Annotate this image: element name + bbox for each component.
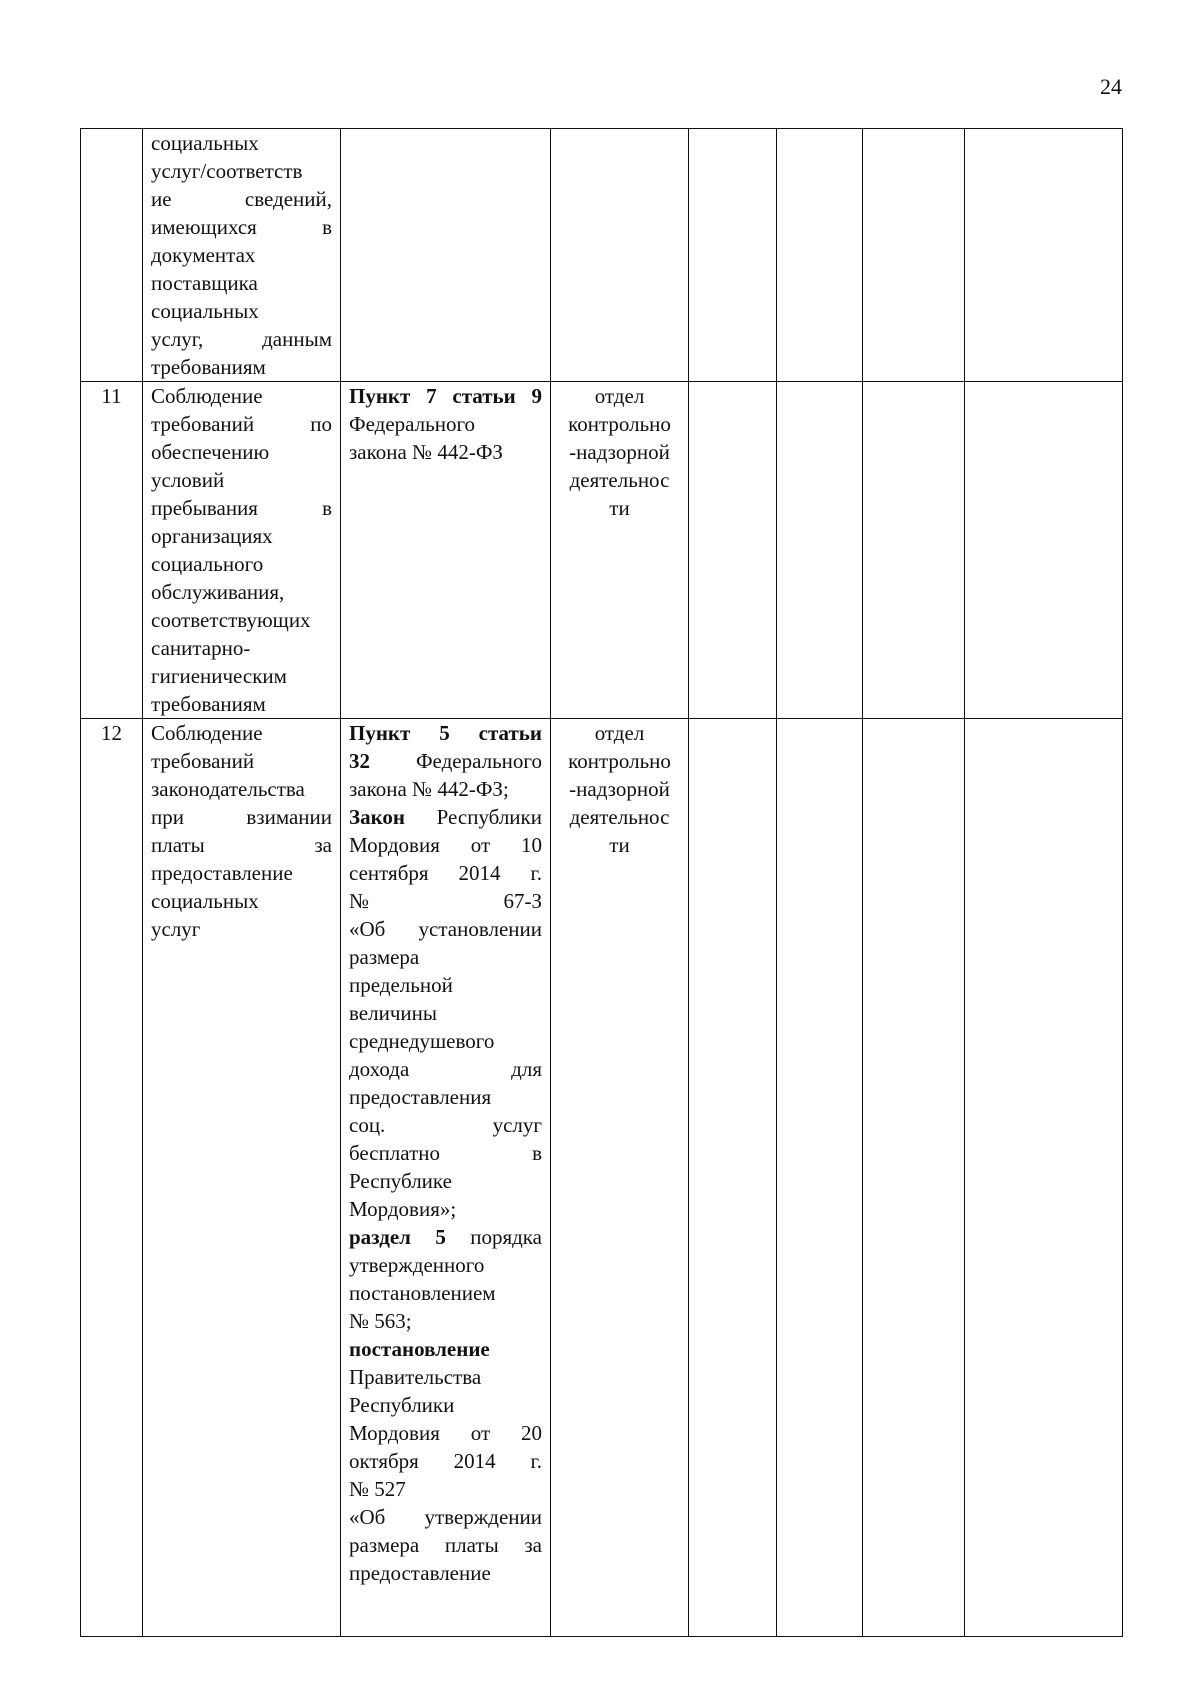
legal-basis-text: размера платы за [349, 1533, 542, 1557]
empty-cell [689, 129, 777, 382]
requirement-line: предоставление [151, 861, 293, 885]
legal-basis-line [349, 1223, 542, 1251]
requirement-line: социального [151, 552, 264, 576]
requirement-line: социальных [151, 889, 259, 913]
legal-basis-line [349, 1167, 542, 1195]
empty-cell [777, 719, 863, 1637]
requirement-line: организациях [151, 524, 273, 548]
requirement-cell [143, 382, 341, 719]
legal-basis-text: Республики [349, 1393, 455, 1417]
legal-basis-line [349, 1251, 542, 1279]
legal-basis-line [349, 1307, 542, 1335]
row-number-cell [81, 719, 143, 1637]
legal-basis-bold: Пункт 5 статьи [349, 721, 542, 745]
legal-basis-text: постановлением [349, 1281, 496, 1305]
legal-basis-text: дохода для [349, 1057, 542, 1081]
legal-basis-text: предоставление [349, 1561, 491, 1585]
row-number-cell [81, 129, 143, 382]
legal-basis-line [349, 971, 542, 999]
legal-basis-line [349, 1027, 542, 1055]
legal-basis-line [349, 719, 542, 747]
empty-cell [965, 129, 1123, 382]
legal-basis-text: № 563; [349, 1309, 412, 1333]
legal-basis-line [349, 1111, 542, 1139]
requirement-line: соответствующих [151, 608, 311, 632]
legal-basis-line [349, 747, 542, 775]
legal-basis-line [349, 438, 542, 466]
legal-basis-line [349, 1419, 542, 1447]
legal-basis-cell [341, 382, 551, 719]
row-number: 11 [101, 384, 122, 408]
requirement-line: услуг, данным [151, 327, 332, 351]
legal-basis-line [349, 1391, 542, 1419]
responsible-cell [551, 129, 689, 382]
legal-basis-text: утвержденного [349, 1253, 485, 1277]
requirement-line: обеспечению [151, 440, 270, 464]
requirement-cell [143, 719, 341, 1637]
legal-basis-line [349, 803, 542, 831]
requirement-line: социальных [151, 131, 259, 155]
requirement-line: платы за [151, 833, 332, 857]
legal-basis-line [349, 859, 542, 887]
legal-basis-text: Мордовия от 10 [349, 833, 542, 857]
requirement-line: ие сведений, [151, 187, 332, 211]
row-number-cell [81, 382, 143, 719]
legal-basis-text: предоставления [349, 1085, 492, 1109]
legal-basis-line [349, 999, 542, 1027]
empty-cell [965, 719, 1123, 1637]
table-body [81, 129, 1123, 1637]
legal-basis-line [349, 410, 542, 438]
legal-basis-text: предельной [349, 973, 453, 997]
legal-basis-bold: Пункт 7 статьи 9 [349, 384, 542, 408]
requirement-line: условий [151, 468, 225, 492]
legal-basis-text: Правительства [349, 1365, 482, 1389]
legal-basis-text: размера [349, 945, 420, 969]
responsible-line: контрольно [568, 412, 671, 436]
empty-cell [863, 129, 965, 382]
requirement-line: документах [151, 243, 256, 267]
requirement-line: законодательства [151, 777, 305, 801]
table-row [81, 719, 1123, 1637]
requirement-line: требований по [151, 412, 332, 436]
requirement-line: пребывания в [151, 496, 332, 520]
legal-basis-line [349, 1055, 542, 1083]
legal-basis-text: № 67-З [349, 889, 542, 913]
legal-basis-line [349, 887, 542, 915]
legal-basis-text: бесплатно в [349, 1141, 542, 1165]
legal-basis-bold: 32 [349, 749, 370, 773]
legal-basis-text: октября 2014 г. [349, 1449, 542, 1473]
legal-basis-text: Мордовия от 20 [349, 1421, 542, 1445]
responsible-line: деятельнос [569, 468, 670, 492]
requirement-line: Соблюдение [151, 721, 263, 745]
legal-basis-line [349, 1335, 542, 1363]
requirement-line: при взимании [151, 805, 332, 829]
legal-basis-line [349, 1083, 542, 1111]
empty-cell [689, 382, 777, 719]
legal-basis-line [349, 1279, 542, 1307]
legal-basis-line [349, 915, 542, 943]
legal-basis-line [349, 1503, 542, 1531]
legal-basis-text: закона № 442-ФЗ [349, 440, 503, 464]
legal-basis-line [349, 775, 542, 803]
legal-basis-bold: Закон [349, 805, 406, 829]
requirement-line: требованиям [151, 692, 266, 716]
legal-basis-text: величины [349, 1001, 437, 1025]
requirement-line: услуг/соответств [151, 159, 303, 183]
legal-basis-text: Федерального [349, 412, 476, 436]
legal-basis-line [349, 831, 542, 859]
requirement-cell [143, 129, 341, 382]
empty-cell [777, 382, 863, 719]
requirement-line: обслуживания, [151, 580, 285, 604]
responsible-line: контрольно [568, 749, 671, 773]
legal-basis-text: № 527 [349, 1477, 406, 1501]
legal-basis-text: «Об установлении [349, 917, 542, 941]
legal-basis-text: соц. услуг [349, 1113, 542, 1137]
inspection-table [80, 128, 1123, 1637]
requirement-line: гигиеническим [151, 664, 287, 688]
responsible-line: ти [609, 833, 630, 857]
empty-cell [863, 382, 965, 719]
requirement-line: социальных [151, 299, 259, 323]
empty-cell [965, 382, 1123, 719]
legal-basis-line [349, 943, 542, 971]
legal-basis-text: Республике [349, 1169, 452, 1193]
requirement-line: Соблюдение [151, 384, 263, 408]
table-row [81, 382, 1123, 719]
requirement-line: требованиям [151, 355, 266, 379]
legal-basis-line [349, 1559, 542, 1587]
legal-basis-text: «Об утверждении [349, 1505, 542, 1529]
row-number: 12 [101, 721, 122, 745]
responsible-cell [551, 382, 689, 719]
responsible-line: деятельнос [569, 805, 670, 829]
empty-cell [689, 719, 777, 1637]
legal-basis-line [349, 1195, 542, 1223]
legal-basis-cell [341, 129, 551, 382]
legal-basis-line [349, 382, 542, 410]
legal-basis-text: порядка [445, 1225, 542, 1249]
legal-basis-text: Федерального [370, 749, 542, 773]
legal-basis-cell [341, 719, 551, 1637]
requirement-line: имеющихся в [151, 215, 332, 239]
legal-basis-line [349, 1475, 542, 1503]
responsible-cell [551, 719, 689, 1637]
legal-basis-text: сентября 2014 г. [349, 861, 542, 885]
requirement-line: поставщика [151, 271, 258, 295]
requirement-line: санитарно- [151, 636, 251, 660]
table-row [81, 129, 1123, 382]
legal-basis-line [349, 1531, 542, 1559]
responsible-line: отдел [594, 721, 645, 745]
requirement-line: услуг [151, 917, 201, 941]
responsible-line: ти [609, 496, 630, 520]
responsible-line: -надзорной [569, 777, 670, 801]
empty-cell [863, 719, 965, 1637]
responsible-line: отдел [594, 384, 645, 408]
legal-basis-bold: раздел 5 [349, 1225, 446, 1249]
legal-basis-line [349, 1363, 542, 1391]
empty-cell [777, 129, 863, 382]
legal-basis-text: закона № 442-ФЗ; [349, 777, 509, 801]
legal-basis-text: Мордовия»; [349, 1197, 457, 1221]
legal-basis-text: среднедушевого [349, 1029, 495, 1053]
legal-basis-line [349, 1447, 542, 1475]
page-number: 24 [1100, 74, 1122, 99]
requirement-line: требований [151, 749, 255, 773]
legal-basis-bold: постановление [349, 1337, 490, 1361]
legal-basis-text: Республики [405, 805, 542, 829]
legal-basis-line [349, 1139, 542, 1167]
responsible-line: -надзорной [569, 440, 670, 464]
